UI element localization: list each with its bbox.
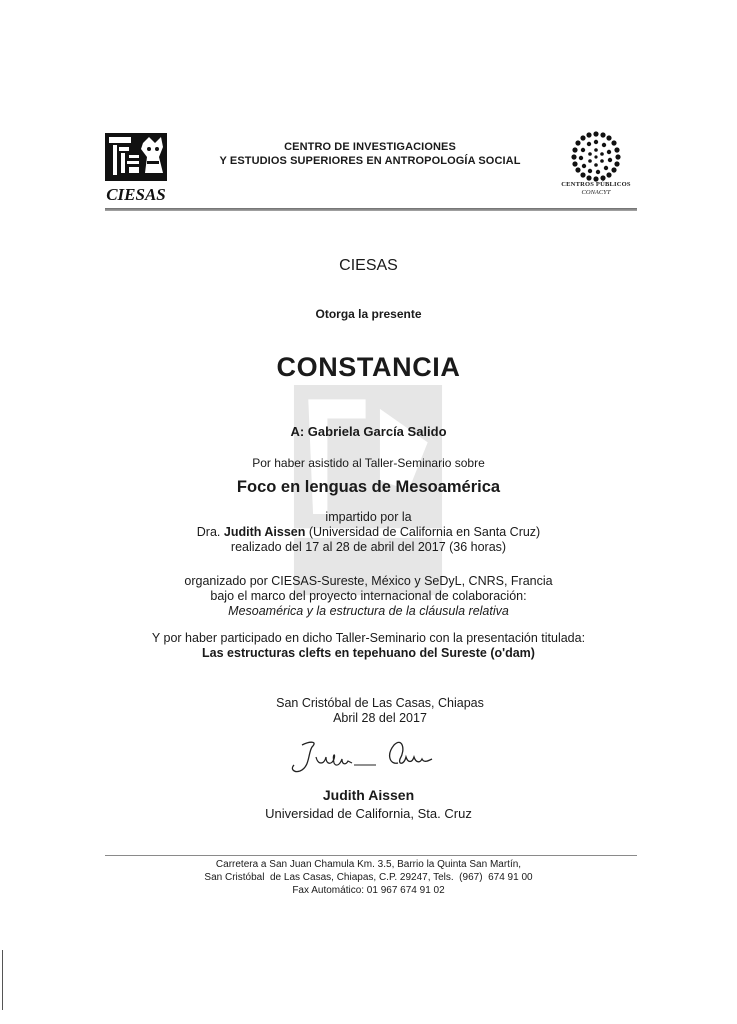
grant-statement: Otorga la presente <box>315 307 422 321</box>
presentation-block <box>0 631 737 661</box>
presentation-intro: Y por haber participado en dicho Taller-Seminario con la presentación titulada: <box>151 631 586 645</box>
framework: bajo el marco del proyecto internacional de colaboración: <box>210 589 527 603</box>
instructor-prefix: Dra. <box>196 525 221 539</box>
institution-header <box>200 140 540 168</box>
project-title: Mesoamérica y la estructura de la cláusula relativa <box>228 604 509 618</box>
presentation-title: Las estructuras clefts en tepehuano del Sureste (o'dam) <box>202 646 535 660</box>
footer-line1: Carretera a San Juan Chamula Km. 3.5, Barrio la Quinta San Martín, <box>215 859 522 870</box>
recipient-name: Gabriela García Salido <box>307 424 447 439</box>
header-title-line1: CENTRO DE INVESTIGACIONES <box>284 141 456 153</box>
instructor-affiliation: (Universidad de California en Santa Cruz) <box>308 525 541 539</box>
recipient-prefix: A: <box>290 424 305 439</box>
course-dates: realizado del 17 al 28 de abril del 2017 (36 horas) <box>230 540 507 554</box>
ciesas-logo <box>105 133 167 205</box>
footer-line3: Fax Automático: 01 967 674 91 02 <box>292 885 445 896</box>
header-divider <box>105 208 637 211</box>
footer-address <box>0 858 737 897</box>
scan-edge-mark <box>2 950 3 1010</box>
organization-block <box>0 574 737 619</box>
conacyt-logo <box>556 128 636 208</box>
institution-name: CIESAS <box>339 257 398 274</box>
header-title-line2: Y ESTUDIOS SUPERIORES EN ANTROPOLOGÍA SOCIAL <box>219 155 521 167</box>
signer-affiliation: Universidad de California, Sta. Cruz <box>265 806 472 821</box>
signature <box>280 735 460 780</box>
attendance-reason: Por haber asistido al Taller-Seminario sobre <box>252 456 485 470</box>
conacyt-label: CENTROS PÚBLICOS <box>561 181 631 188</box>
signer-name: Judith Aissen <box>322 787 415 803</box>
recipient <box>0 424 737 439</box>
footer-divider <box>105 855 637 856</box>
date: Abril 28 del 2017 <box>333 711 427 725</box>
place: San Cristóbal de Las Casas, Chiapas <box>276 696 484 710</box>
place-date <box>230 696 530 726</box>
instructor-block <box>0 510 737 555</box>
footer-line2: San Cristóbal de Las Casas, Chiapas, C.P. 29247, Tels. (967) 674 91 00 <box>204 872 533 883</box>
document-title: CONSTANCIA <box>276 352 461 382</box>
conacyt-sublabel: CONACYT <box>581 189 611 196</box>
instructor-name: Judith Aissen <box>223 525 306 539</box>
taught-by: impartido por la <box>325 510 412 524</box>
organizers: organizado por CIESAS-Sureste, México y SeDyL, CNRS, Francia <box>184 574 553 588</box>
ciesas-logo-text: CIESAS <box>106 185 166 204</box>
course-title: Foco en lenguas de Mesoamérica <box>236 478 501 496</box>
instructor-line <box>0 525 737 540</box>
